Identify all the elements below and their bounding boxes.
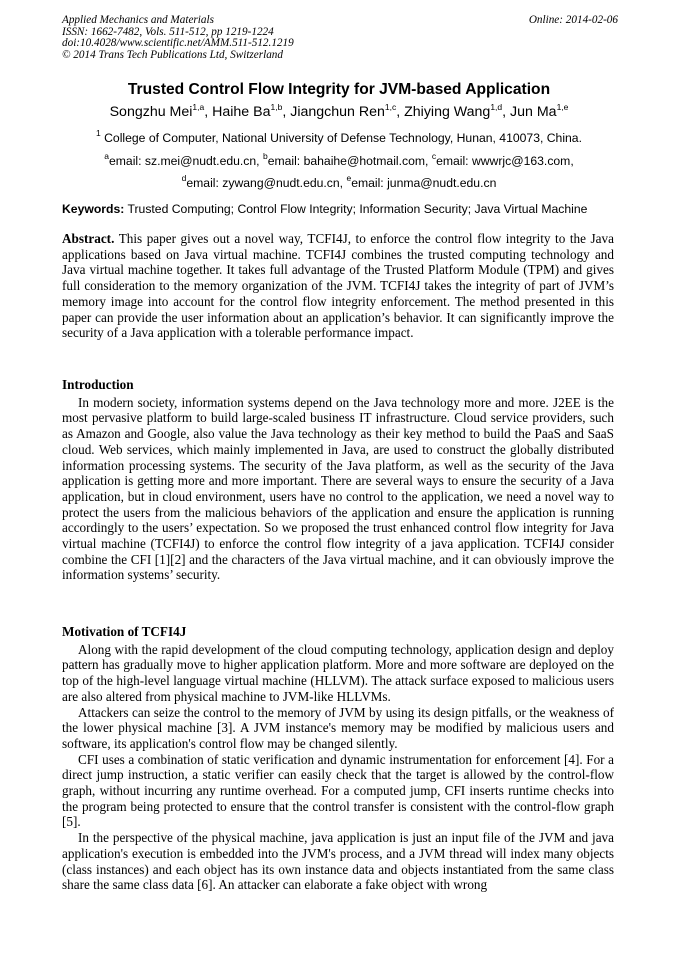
- author-list: Songzhu Mei$^{1,a}$, Haihe Ba$^{1,b}$, Jiangchun Ren$^{1,c}$, Zhiying Wang$^{1,d}$, Jun Ma$^{1,e}$: [109, 102, 569, 120]
- email: email: wwwrjc@163.com,: [436, 154, 574, 168]
- journal-name: Applied Mechanics and Materials: [62, 14, 214, 26]
- author-affiliation-mark: 1,e: [556, 102, 569, 112]
- keywords-text: Trusted Computing; Control Flow Integrity; Information Security; Java Virtual Machine: [127, 202, 588, 216]
- journal-doi: doi:10.4028/www.scientific.net/AMM.511-512.1219: [62, 37, 294, 50]
- author-name: Haihe Ba: [212, 104, 271, 120]
- abstract-text: This paper gives out a novel way, TCFI4J, to enforce the control flow integrity to the Java applications based on Java virtual machine. TCFI4J combines the trusted computing technology and Java virtual machine together. It takes full advantage of the Trusted Platform Module (TPM) and gives full consideration to the memory organization of the JVM. TCFI4J takes the integrity of part of JVM’s memory image into account for the control flow integrity enforcement. The method presented in this paper can provide the user information about an application’s behavior. It can significantly improve the security of a Java application with a tolerable performance impact.: [62, 231, 614, 341]
- email-mark: c: [431, 151, 437, 161]
- email-mark: a: [104, 151, 109, 161]
- email: email: zywang@nudt.edu.cn,: [186, 176, 344, 190]
- author-affiliation-mark: 1,d: [490, 102, 503, 112]
- email: email: bahaihe@hotmail.com,: [267, 154, 429, 168]
- email-line: [0, 153, 678, 170]
- abstract: [62, 231, 614, 341]
- paragraph: In the perspective of the physical machine, java application is just an input file of the JVM and java application's execution is embedded into the JVM's process, and a JVM thread will index many objects (class instances) and each object has its own instance data and objects instantiated from the same class share the same class data [6]. An attacker can elaborate a fake object with wrong: [62, 830, 614, 893]
- email-mark: e: [346, 173, 352, 183]
- abstract-label: Abstract.: [62, 231, 115, 246]
- affiliation: [0, 130, 678, 147]
- affiliation-mark: 1: [96, 128, 101, 138]
- paper-title: Trusted Control Flow Integrity for JVM-based Application: [127, 81, 551, 98]
- author-name: Jiangchun Ren: [290, 104, 385, 120]
- email-mark: b: [262, 151, 268, 161]
- journal-issn: ISSN: 1662-7482, Vols. 511-512, pp 1219-1224: [62, 25, 274, 38]
- paragraph: CFI uses a combination of static verification and dynamic instrumentation for enforcement [4]. For a direct jump instruction, a static verifier can easily check that the target is allowed by the control-flow graph, without incurring any runtime overhead. For a computed jump, CFI inserts runtime checks into the program being protected to ensure that the control transfer is consistent with the control-flow graph [5].: [62, 751, 614, 830]
- author-affiliation-mark: 1,c: [384, 102, 397, 112]
- journal-header: [62, 15, 618, 61]
- email-line: [0, 175, 678, 192]
- online-date: Online: 2014-02-06: [528, 14, 618, 26]
- section-heading: Introduction: [62, 377, 134, 392]
- section-introduction: [62, 377, 614, 583]
- paragraph: Along with the rapid development of the cloud computing technology, application design and deploy pattern has gradually move to higher application platform. More and more software are deployed on the top of the high-level language virtual machine (HLLVM). The attack surface exposed to malicious users are also altered from physical machine to JVM-like HLLVMs.: [62, 641, 614, 704]
- author-affiliation-mark: 1,b: [270, 102, 283, 112]
- section-heading: Motivation of TCFI4J: [62, 624, 187, 639]
- email-mark: d: [181, 173, 187, 183]
- author-name: Songzhu Mei: [109, 104, 193, 120]
- journal-copyright: © 2014 Trans Tech Publications Ltd, Switzerland: [62, 48, 283, 61]
- paragraph: In modern society, information systems depend on the Java technology more and more. J2EE is the most pervasive platform to build large-scaled business IT infrastructure. Cloud service providers, such as Amazon and Google, also value the Java technology as their key method to build the PaaS and SaaS cloud. Web services, which mainly implemented in Java, are used to construct the globally distributed information processing systems. The security of the Java platform, as well as the security of the Java application is getting more and more important. There are several ways to ensure the security of a Java application, but in cloud environment, users have no control to the application, we need a novel way to protect the users from the malicious behaviors of the application and ensure the application is running accordingly to the users’ expectation. So we proposed the trust enhanced control flow integrity for Java virtual machine (TCFI4J) to enforce the control flow integrity of a java application. TCFI4J consider combine the CFI [1][2] and the characters of the Java virtual machine, and it can obviously improve the information systems’ security.: [62, 394, 614, 583]
- author-name: Zhiying Wang: [404, 104, 491, 120]
- email: email: junma@nudt.edu.cn: [351, 176, 497, 190]
- paragraph: Attackers can seize the control to the memory of JVM by using its design pitfalls, or the weakness of the lower physical machine [3]. A JVM instance's memory may be modified by malicious users and software, its application's control flow may be changed silently.: [62, 704, 614, 751]
- abstract-paragraph: [62, 231, 614, 341]
- keywords-label: Keywords:: [62, 202, 125, 216]
- author-name: Jun Ma: [510, 104, 557, 120]
- author-affiliation-mark: 1,a: [192, 102, 205, 112]
- email: email: sz.mei@nudt.edu.cn,: [108, 154, 260, 168]
- section-motivation: [62, 624, 614, 893]
- affiliation-text: College of Computer, National University of Defense Technology, Hunan, 410073, China.: [104, 131, 582, 145]
- keywords: [62, 201, 618, 217]
